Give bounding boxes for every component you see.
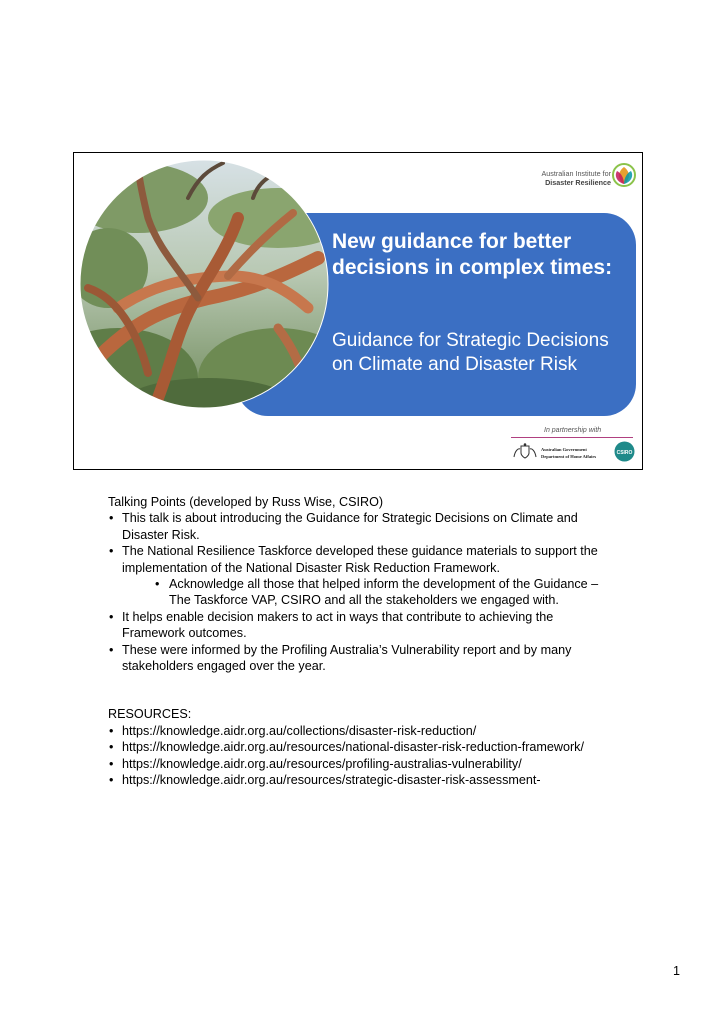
aidr-flower-icon	[611, 162, 637, 188]
resources-list	[108, 723, 608, 789]
csiro-logo-icon	[614, 441, 635, 462]
notes-heading: Talking Points (developed by Russ Wise, CSIRO)	[108, 495, 384, 509]
talking-points-list	[108, 510, 608, 674]
aidr-line-2: Disaster Resilience	[545, 177, 611, 187]
coat-of-arms-icon	[512, 443, 538, 461]
eucalyptus-tree-photo	[78, 158, 330, 410]
partner-label: In partnership with	[544, 427, 602, 434]
list-item: • These were informed by the Profiling Australia’s Vulnerability report and by many stakeholders engaged over the year.	[108, 642, 608, 675]
resource-link[interactable]: • https://knowledge.aidr.org.au/resources/national-disaster-risk-reduction-framework/	[108, 739, 608, 755]
speaker-notes	[108, 494, 608, 789]
resource-link[interactable]: • https://knowledge.aidr.org.au/resources/profiling-australias-vulnerability/	[108, 756, 608, 772]
gov-line-1: Australian Government	[541, 447, 587, 452]
aidr-wordmark	[519, 170, 611, 187]
list-item: • Acknowledge all those that helped inform the development of the Guidance – The Taskforce VAP, CSIRO and all the stakeholders we engaged with.	[108, 576, 608, 609]
slide-subtitle: Guidance for Strategic Decisions on Climate and Disaster Risk	[332, 330, 609, 375]
aidr-line-1: Australian Institute for	[541, 169, 611, 178]
resources-heading: RESOURCES:	[108, 707, 192, 722]
list-item: • It helps enable decision makers to act in ways that contribute to achieving the Framework outcomes.	[108, 609, 608, 642]
list-item: • The National Resilience Taskforce developed these guidance materials to support the implementation of the National Disaster Risk Reduction Framework.	[108, 543, 608, 576]
csiro-label: CSIRO	[616, 449, 633, 456]
partner-divider	[511, 437, 633, 438]
slide-thumbnail	[73, 152, 643, 470]
list-item: • This talk is about introducing the Guidance for Strategic Decisions on Climate and Disaster Risk.	[108, 510, 608, 543]
resource-link[interactable]: • https://knowledge.aidr.org.au/collections/disaster-risk-reduction/	[108, 723, 608, 739]
resource-link[interactable]: • https://knowledge.aidr.org.au/resources/strategic-disaster-risk-assessment-	[108, 772, 608, 788]
slide-title: New guidance for better decisions in complex times:	[332, 230, 613, 279]
gov-wordmark	[541, 446, 596, 460]
gov-line-2: Department of Home Affairs	[541, 454, 597, 459]
page-number: 1	[672, 964, 680, 978]
